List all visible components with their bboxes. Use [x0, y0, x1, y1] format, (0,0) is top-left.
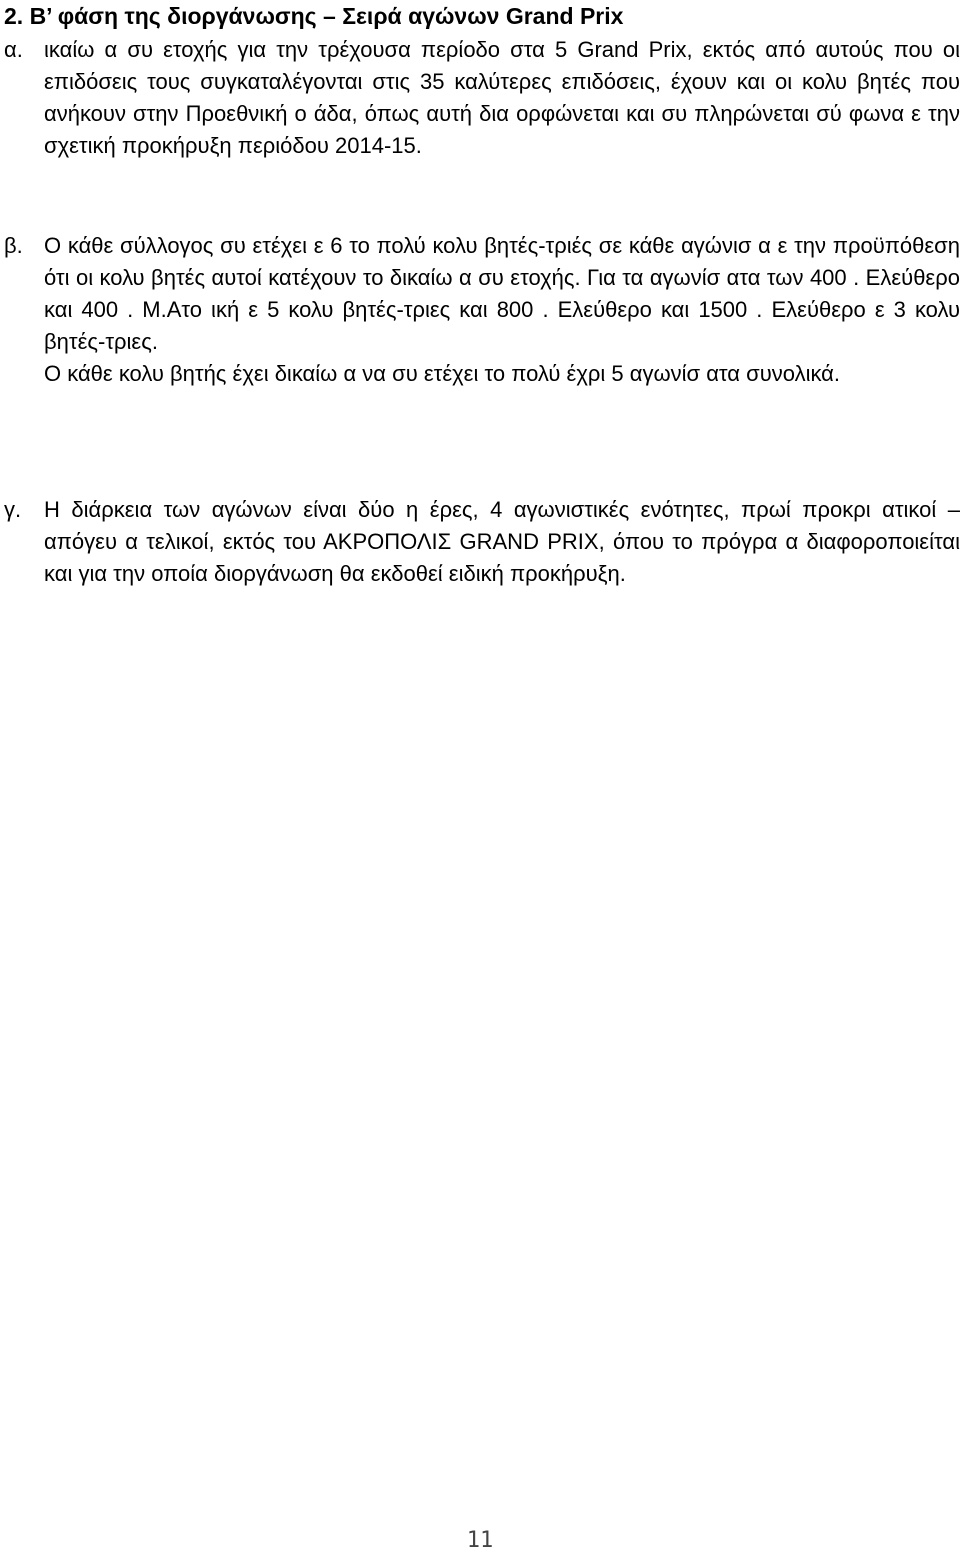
list-item-marker: α. [4, 37, 23, 62]
list-item-marker: γ. [4, 497, 22, 522]
list-item-text: Η διάρκεια των αγώνων είναι δύο η έρες, 4 αγωνιστικές ενότητες, πρωί προκρι ατικοί – απόγευ α τελικοί, εκτός του ΑΚΡΟΠΟΛΙΣ GRAND PRIX, όπου το πρόγρα α διαφοροποιείται και για την οποία διοργάνωση θα εκδοθεί ειδική προκήρυξη. [44, 497, 960, 586]
page-number: 11 [466, 1528, 494, 1553]
list-item-text: ικαίω α συ ετοχής για την τρέχουσα περίοδο στα 5 Grand Prix, εκτός από αυτούς που οι επιδόσεις τους συγκαταλέγονται στις 35 καλύτερες επιδόσεις, έχουν και οι κολυ βητές που ανήκουν στην Προεθνική ο άδα, όπως αυτή δια ορφώνεται και συ πληρώνεται σύ φωνα ε την σχετική προκήρυξη περιόδου 2014-15. [44, 37, 960, 158]
list-item-paragraph: Ο κάθε κολυ βητής έχει δικαίω α να συ ετέχει το πολύ έχρι 5 αγωνίσ ατα συνολικά. [44, 361, 841, 386]
list-item-marker: β. [4, 233, 23, 258]
list-item-body [44, 230, 960, 390]
list-item-paragraph: Ο κάθε σύλλογος συ ετέχει ε 6 το πολύ κολυ βητές-τριές σε κάθε αγώνισ α ε την προϋπόθεση ότι οι κολυ βητές αυτοί κατέχουν το δικαίω α συ ετοχής. Για τα αγωνίσ ατα των 400 . Ελεύθερο και 400 . Μ.Ατο ική ε 5 κολυ βητές-τριες και 800 . Ελεύθερο και 1500 . Ελεύθερο ε 3 κολυ βητές-τριες. [44, 233, 960, 354]
section-heading: 2. Β’ φάση της διοργάνωσης – Σειρά αγώνων Grand Prix [4, 3, 624, 29]
